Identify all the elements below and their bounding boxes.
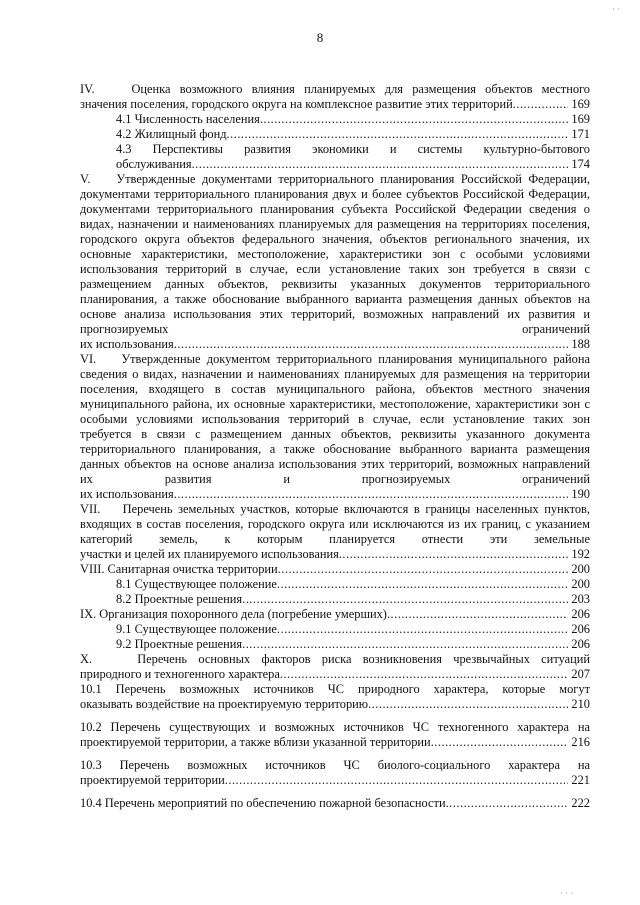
- toc-entry-title: оказывать воздействие на проектируемую территорию: [80, 697, 369, 711]
- toc-entry-title: их использования: [80, 337, 174, 351]
- toc-page-number: 171: [571, 127, 590, 141]
- toc-leader-dots: [225, 773, 569, 788]
- toc-entry-line: [80, 622, 590, 637]
- toc-entry-4-1: [80, 112, 590, 127]
- toc-entry-8-2: [80, 592, 590, 607]
- toc-page-number: 174: [571, 157, 590, 171]
- toc-entry-10-4: [80, 796, 590, 811]
- toc-entry-x: [80, 652, 590, 682]
- toc-entry-iv: [80, 82, 590, 112]
- toc-leader-dots: [242, 637, 568, 652]
- table-of-contents: [80, 82, 590, 811]
- scan-mark-bottom: · · ·: [560, 888, 574, 898]
- toc-entry-line: [80, 112, 590, 127]
- toc-entry-title: 8.2 Проектные решения: [116, 592, 243, 606]
- toc-entry-title: 4.2 Жилищный фонд: [116, 127, 227, 141]
- toc-leader-dots: [278, 562, 569, 577]
- toc-page-number: 190: [571, 487, 590, 501]
- toc-page-number: 206: [571, 622, 590, 636]
- toc-page-number: 207: [571, 667, 590, 681]
- toc-page-number: 192: [571, 547, 590, 561]
- toc-entry-title: значения поселения, городского округа на комплексное развитие этих территорий: [80, 97, 513, 111]
- toc-entry-v: [80, 172, 590, 352]
- toc-leader-dots: [242, 592, 568, 607]
- toc-entry-ix: [80, 607, 590, 622]
- toc-entry-title: 8.1 Существующее положение: [116, 577, 277, 591]
- toc-entry-title: 9.1 Существующее положение: [116, 622, 277, 636]
- toc-leader-dots: [387, 607, 568, 622]
- toc-leader-dots: [513, 97, 569, 112]
- toc-entry-title: 9.2 Проектные решения: [116, 637, 243, 651]
- toc-page-number: 200: [571, 577, 590, 591]
- toc-entry-10-2: [80, 720, 590, 750]
- toc-entry-4-3: [80, 142, 590, 172]
- toc-page-number: 222: [571, 796, 590, 810]
- toc-leader-dots: [192, 157, 569, 172]
- toc-page-number: 169: [571, 97, 590, 111]
- toc-entry-title: 4.1 Численность населения: [116, 112, 260, 126]
- toc-entry-line: [80, 637, 590, 652]
- toc-entry-10-3: [80, 758, 590, 788]
- toc-page-number: 206: [571, 607, 590, 621]
- toc-page-number: 188: [571, 337, 590, 351]
- toc-entry-line: [80, 735, 590, 750]
- toc-page-number: 200: [571, 562, 590, 576]
- toc-leader-dots: [446, 796, 569, 811]
- toc-entry-line: [80, 487, 590, 502]
- toc-leader-dots: [174, 337, 569, 352]
- toc-entry-text: 10.1 Перечень возможных источников ЧС природного характера, которые могут: [80, 682, 590, 696]
- toc-entry-title: обслуживания: [116, 157, 192, 171]
- page-number: 8: [316, 30, 324, 45]
- toc-leader-dots: [227, 127, 569, 142]
- toc-leader-dots: [339, 547, 569, 562]
- toc-leader-dots: [260, 112, 569, 127]
- toc-entry-line: [80, 577, 590, 592]
- toc-leader-dots: [277, 622, 568, 637]
- toc-page-number: 210: [571, 697, 590, 711]
- toc-leader-dots: [280, 667, 569, 682]
- toc-entry-text: V. Утвержденные документами территориального планирования Российской Федерации, документами территориального планирования двух и более субъектов Российской Федерации, документами территориального планирования субъекта Российской Федерации сведения о видах, назначении и наименованиях планируемых для размещения на территориях поселения, городского округа объектов федерального значения, объектов регионального значения, их основные характеристики, местоположение, характеристики зон с особыми условиями использования территорий в случае, если установление таких зон требуется в связи с размещением данных объектов, реквизиты указанных документов территориального планирования, а также обоснование выбранного варианта размещения данных объектов на основе анализа использования этих территорий, возможных направлений их развития и прогнозируемых ограничений: [80, 172, 590, 336]
- toc-entry-text: 10.3 Перечень возможных источников ЧС биолого-социального характера на: [80, 758, 590, 772]
- toc-entry-text: 4.3 Перспективы развития экономики и системы культурно-бытового: [116, 142, 590, 156]
- scan-mark-top: · ·: [612, 4, 621, 14]
- toc-page-number: 203: [571, 592, 590, 606]
- toc-entry-line: [80, 667, 590, 682]
- toc-leader-dots: [368, 697, 568, 712]
- toc-entry-9-2: [80, 637, 590, 652]
- toc-entry-4-2: [80, 127, 590, 142]
- toc-entry-line: [80, 592, 590, 607]
- toc-entry-line: [80, 337, 590, 352]
- toc-entry-text: IV. Оценка возможного влияния планируемых для размещения объектов местного: [80, 82, 590, 96]
- toc-entry-vi: [80, 352, 590, 502]
- toc-page-number: 216: [571, 735, 590, 749]
- toc-entry-title: VIII. Санитарная очистка территории: [80, 562, 278, 576]
- toc-entry-title: участки и целей их планируемого использования: [80, 547, 339, 561]
- toc-entry-title: IX. Организация похоронного дела (погребение умерших): [80, 607, 387, 621]
- toc-entry-text: X. Перечень основных факторов риска возникновения чрезвычайных ситуаций: [80, 652, 590, 666]
- toc-entry-vii: [80, 502, 590, 562]
- toc-entry-line: [80, 607, 590, 622]
- toc-entry-line: [80, 97, 590, 112]
- toc-page-number: 221: [571, 773, 590, 787]
- toc-leader-dots: [431, 735, 569, 750]
- toc-leader-dots: [277, 577, 568, 592]
- toc-page-number: 169: [571, 112, 590, 126]
- toc-entry-line: [80, 562, 590, 577]
- toc-entry-title: проектируемой территории, а также вблизи указанной территории: [80, 735, 431, 749]
- toc-entry-text: VI. Утвержденные документом территориального планирования муниципального района сведения о видах, назначении и наименованиях планируемых для размещения на территории поселения, входящего в состав муниципального района, объектов местного значения муниципального района, их основные характеристики, местоположение, характеристики зон с особыми условиями использования территорий в случае, если установление таких зон требуется в связи с размещением данных объектов, реквизиты указанного документа территориального планирования, а также обоснование выбранного варианта размещения данных объектов на основе анализа использования этих территорий, возможных направлений их развития и прогнозируемых ограничений: [80, 352, 590, 486]
- toc-leader-dots: [174, 487, 569, 502]
- toc-entry-8-1: [80, 577, 590, 592]
- toc-entry-title: природного и техногенного характера: [80, 667, 280, 681]
- toc-entry-line: [80, 773, 590, 788]
- toc-entry-line: [80, 157, 590, 172]
- toc-entry-line: [80, 127, 590, 142]
- toc-entry-title: их использования: [80, 487, 174, 501]
- toc-entry-9-1: [80, 622, 590, 637]
- toc-entry-text: 10.2 Перечень существующих и возможных источников ЧС техногенного характера на: [80, 720, 590, 734]
- toc-entry-viii: [80, 562, 590, 577]
- toc-entry-text: VII. Перечень земельных участков, которые включаются в границы населенных пунктов, входящих в состав поселения, городского округа или исключаются из их границ, с указанием категорий земель, к которым планируется отнести эти земельные: [80, 502, 590, 546]
- toc-entry-line: [80, 547, 590, 562]
- toc-entry-title: 10.4 Перечень мероприятий по обеспечению пожарной безопасности: [80, 796, 446, 810]
- toc-entry-10-1: [80, 682, 590, 712]
- toc-page-number: 206: [571, 637, 590, 651]
- toc-entry-title: проектируемой территории: [80, 773, 225, 787]
- toc-entry-line: [80, 796, 590, 811]
- toc-entry-line: [80, 697, 590, 712]
